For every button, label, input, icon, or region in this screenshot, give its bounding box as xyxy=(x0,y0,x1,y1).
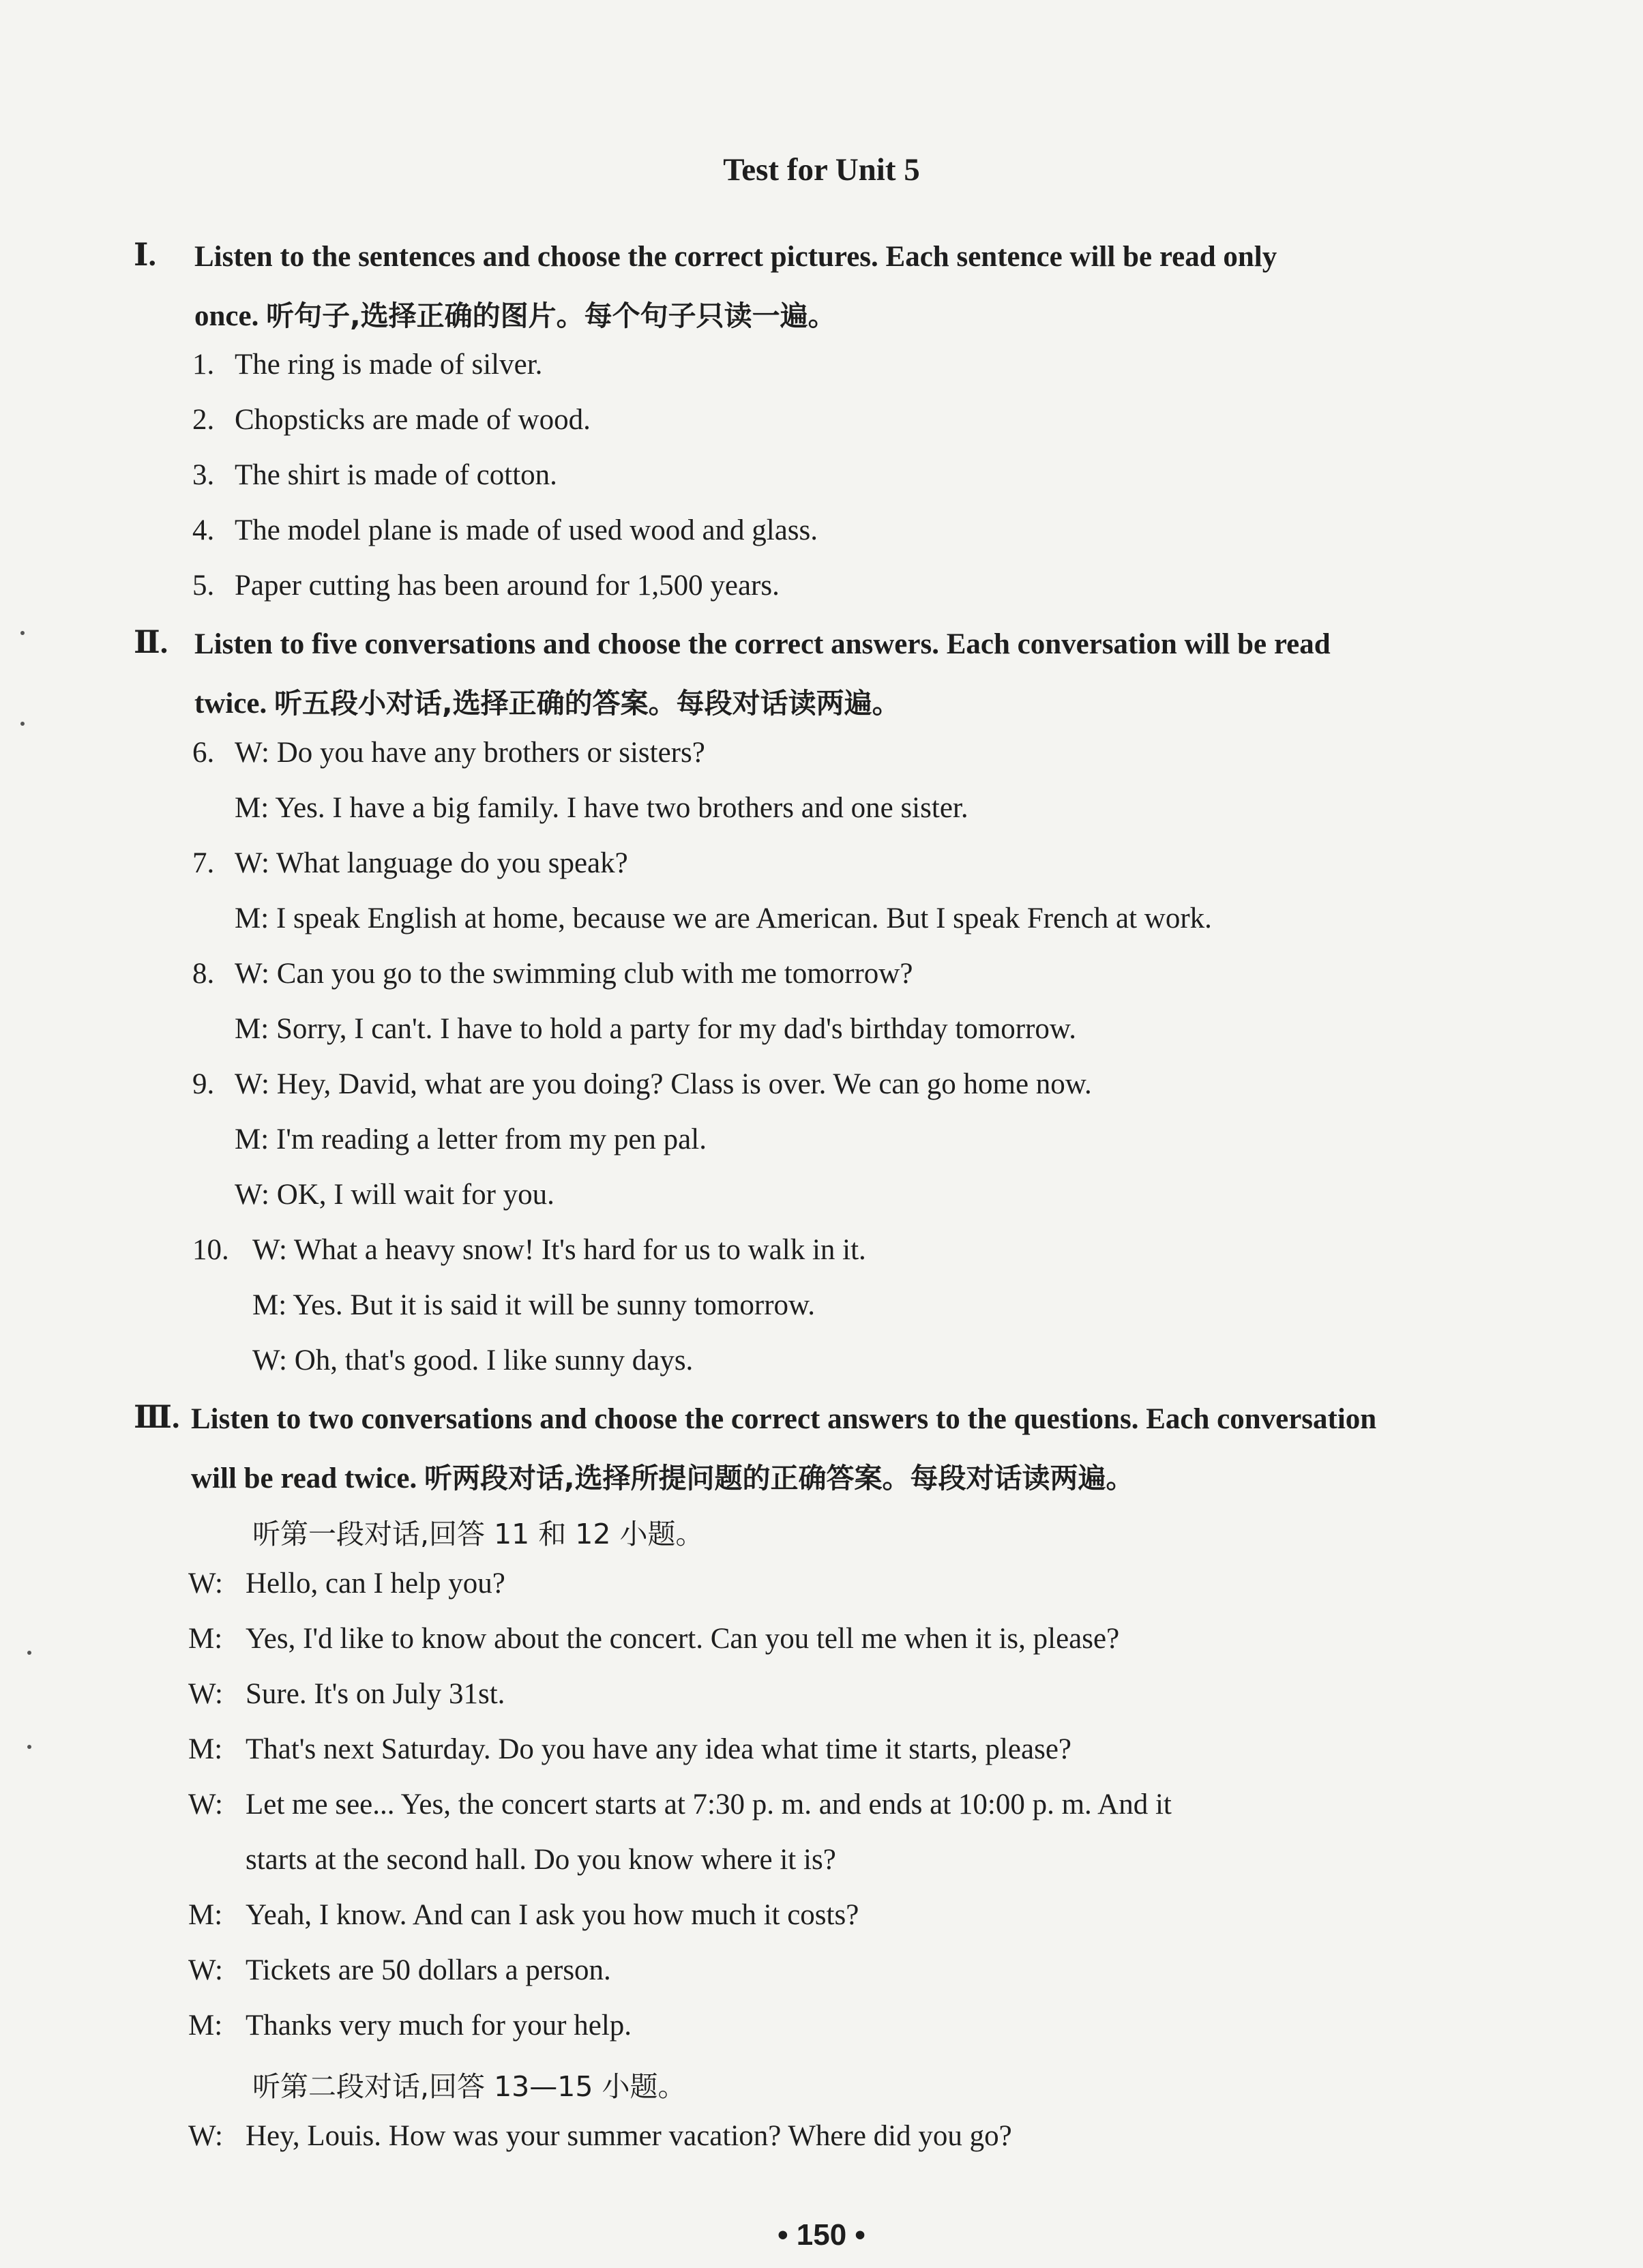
speaker-label: W: xyxy=(235,1068,269,1100)
question-10-w2 xyxy=(252,1344,693,1377)
section-1-instruction-line2 xyxy=(194,293,836,334)
item-text: The model plane is made of used wood and glass. xyxy=(235,514,818,546)
question-7-m xyxy=(235,902,1212,935)
speaker-label: M: xyxy=(188,1733,223,1765)
dialog-line xyxy=(188,1954,611,1987)
section-2-instruction: Listen to five conversations and choose the correct answers. Each conversation will be read xyxy=(194,628,1331,660)
dialog-text: Hey, David, what are you doing? Class is over. We can go home now. xyxy=(276,1068,1092,1100)
dialog-text: What a heavy snow! It's hard for us to walk in it. xyxy=(293,1234,866,1266)
question-8-w xyxy=(192,957,913,990)
question-8-m xyxy=(235,1012,1076,1046)
question-6-m xyxy=(235,791,968,825)
scan-speck xyxy=(20,631,25,635)
section-2-numeral: Ⅱ. xyxy=(134,625,168,660)
question-number: 10. xyxy=(192,1234,229,1266)
item-text: Chopsticks are made of wood. xyxy=(235,404,591,436)
item-number: 2. xyxy=(192,404,215,436)
speaker-label: W: xyxy=(188,1954,223,1986)
list-item xyxy=(192,458,557,492)
dialog-text: Can you go to the swimming club with me tomorrow? xyxy=(276,958,913,990)
section-3-instruction-line2 xyxy=(191,1456,1134,1496)
speaker-label: W: xyxy=(235,737,269,769)
scan-speck xyxy=(27,1745,31,1749)
dialog-text: starts at the second hall. Do you know where it is? xyxy=(246,1844,836,1876)
dialog-text: I speak English at home, because we are American. But I speak French at work. xyxy=(276,902,1212,934)
dialog-line xyxy=(188,1788,1172,1821)
dialog-text: OK, I will wait for you. xyxy=(276,1179,554,1211)
speaker-label: M: xyxy=(235,1123,269,1155)
question-7-w xyxy=(192,846,628,880)
list-item xyxy=(192,348,542,381)
dialog-line xyxy=(188,2119,1012,2153)
dialog-line xyxy=(188,1677,505,1711)
speaker-label: W: xyxy=(188,1788,223,1821)
dialog-text: Sorry, I can't. I have to hold a party for my dad's birthday tomorrow. xyxy=(276,1013,1076,1045)
section-1-numeral: Ⅰ. xyxy=(134,237,157,272)
item-text: The ring is made of silver. xyxy=(235,349,543,381)
item-number: 4. xyxy=(192,514,215,546)
speaker-label: W: xyxy=(188,2120,223,2152)
scan-speck xyxy=(27,1651,31,1655)
section-3-instruction-en: will be read twice. xyxy=(191,1462,417,1494)
speaker-label: W: xyxy=(235,1179,269,1211)
speaker-label: M: xyxy=(188,2009,223,2042)
question-9-w2 xyxy=(235,1178,554,1211)
dialog-text: I'm reading a letter from my pen pal. xyxy=(276,1123,707,1155)
list-item xyxy=(192,403,591,437)
dialog-text: Hello, can I help you? xyxy=(246,1567,505,1600)
speaker-label: M: xyxy=(235,902,269,934)
speaker-label: W: xyxy=(235,847,269,879)
speaker-label: M: xyxy=(188,1623,223,1655)
dialog-1-intro: 听第一段对话,回答 11 和 12 小题。 xyxy=(252,1518,704,1550)
speaker-label: W: xyxy=(252,1234,287,1266)
dialog-text: Hey, Louis. How was your summer vacation? Where did you go? xyxy=(246,2120,1012,2152)
speaker-label: W: xyxy=(188,1678,223,1710)
section-3-numeral: Ⅲ. xyxy=(134,1400,180,1434)
section-2-instruction-line2 xyxy=(194,681,900,721)
list-item xyxy=(192,514,818,547)
section-1-instruction: Listen to the sentences and choose the correct pictures. Each sentence will be read only xyxy=(194,241,1277,273)
question-number: 8. xyxy=(192,958,215,990)
dialog-text: Sure. It's on July 31st. xyxy=(246,1678,505,1710)
dialog-text: Oh, that's good. I like sunny days. xyxy=(294,1344,694,1376)
dialog-line xyxy=(188,1898,859,1932)
dialog-text: That's next Saturday. Do you have any idea what time it starts, please? xyxy=(246,1733,1071,1765)
speaker-label: M: xyxy=(252,1289,287,1321)
dialog-text: Do you have any brothers or sisters? xyxy=(276,737,705,769)
item-text: The shirt is made of cotton. xyxy=(235,459,557,491)
dialog-text: Yeah, I know. And can I ask you how much it costs? xyxy=(246,1899,859,1931)
speaker-label: M: xyxy=(235,792,269,824)
speaker-label: W: xyxy=(235,958,269,990)
question-9-m xyxy=(235,1123,707,1156)
dialog-text: What language do you speak? xyxy=(276,847,628,879)
speaker-label: W: xyxy=(252,1344,287,1376)
dialog-text: Thanks very much for your help. xyxy=(246,2009,632,2042)
scan-speck xyxy=(20,722,25,726)
dialog-text: Yes. But it is said it will be sunny tomorrow. xyxy=(293,1289,816,1321)
page-title: Test for Unit 5 xyxy=(723,152,920,188)
question-number: 6. xyxy=(192,737,215,769)
dialog-2-intro: 听第二段对话,回答 13—15 小题。 xyxy=(252,2070,686,2103)
question-9-w xyxy=(192,1067,1092,1101)
dialog-line xyxy=(188,1622,1119,1655)
speaker-label: M: xyxy=(188,1899,223,1931)
item-text: Paper cutting has been around for 1,500 years. xyxy=(235,570,780,602)
list-item xyxy=(192,569,780,602)
dialog-text: Tickets are 50 dollars a person. xyxy=(246,1954,611,1986)
dialog-line xyxy=(188,1733,1071,1766)
section-2-instruction-en: twice. xyxy=(194,688,267,720)
question-6-w xyxy=(192,736,705,769)
dialog-line xyxy=(188,2009,632,2042)
dialog-text: Yes. I have a big family. I have two brothers and one sister. xyxy=(275,792,968,824)
question-10-m xyxy=(252,1288,815,1322)
page-number: • 150 • xyxy=(778,2218,865,2252)
item-number: 3. xyxy=(192,459,215,491)
section-1-instruction-cn: 听句子,选择正确的图片。每个句子只读一遍。 xyxy=(266,299,836,332)
question-number: 7. xyxy=(192,847,215,879)
section-1-instruction-en: once. xyxy=(194,300,259,332)
section-3-instruction-cn: 听两段对话,选择所提问题的正确答案。每段对话读两遍。 xyxy=(424,1462,1134,1494)
question-number: 9. xyxy=(192,1068,215,1100)
item-number: 5. xyxy=(192,570,215,602)
dialog-line xyxy=(188,1843,836,1876)
dialog-text: Let me see... Yes, the concert starts at 7:30 p. m. and ends at 10:00 p. m. And it xyxy=(246,1788,1172,1821)
question-10-w xyxy=(192,1233,866,1267)
dialog-text: Yes, I'd like to know about the concert. Can you tell me when it is, please? xyxy=(246,1623,1120,1655)
section-2-instruction-cn: 听五段小对话,选择正确的答案。每段对话读两遍。 xyxy=(274,687,900,720)
section-3-instruction: Listen to two conversations and choose the correct answers to the questions. Each conversation xyxy=(191,1403,1377,1435)
dialog-line xyxy=(188,1567,505,1600)
speaker-label: W: xyxy=(188,1567,223,1600)
item-number: 1. xyxy=(192,349,215,381)
speaker-label: M: xyxy=(235,1013,269,1045)
